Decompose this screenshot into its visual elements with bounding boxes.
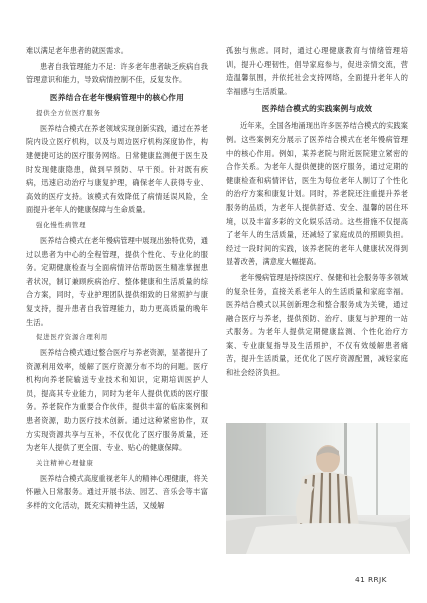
paragraph: 医养结合模式通过整合医疗与养老资源，显著提升了资源利用效率，缓解了医疗资源分布不均的问题。医疗机构向养老院输送专业技术和知识，定期培训医护人员，提高其专业能力，同时为老年人提供优质的医疗服务。养老院作为重要合作伙伴，提供丰富的临床案例和患者资源，助力医疗技术创新。通过这种紧密协作，双方实现资源共享与互补，不仅优化了医疗服务质量，还为老年人提供了更全面、专业、贴心的健康保障。 <box>26 348 208 453</box>
subsection-heading: 强化慢性病管理 <box>36 220 87 229</box>
subsection-heading: 提供全方位医疗服务 <box>36 108 101 117</box>
subsection-heading: 促进医疗资源合理利用 <box>36 333 108 342</box>
paragraph: 患者自我管理能力不足：许多老年患者缺乏疾病自我管理意识和能力，导致病情控制不佳，反复发作。 <box>26 61 208 85</box>
page-number: 41 RRJK <box>355 575 387 584</box>
paragraph: 老年慢病管理是持续医疗、保健和社会服务等多领域的复杂任务，直接关系老年人的生活质量和家庭幸福。医养结合模式以其创新理念和整合服务成为关键，通过融合医疗与养老，提供预防、治疗、康复与护理的一站式服务。为老年人提供定期健康监测、个性化治疗方案、专业康复指导及生活照护，不仅有效缓解患者痛苦，提升生活质量，还优化了医疗资源配置，减轻家庭和社会经济负担。 <box>226 272 408 378</box>
right-column <box>226 44 408 382</box>
paragraph: 孤独与焦虑。同时，通过心理健康教育与情绪管理培训，提升心理韧性，倡导家庭参与，促进亲情交流，营造温馨氛围，并依托社会支持网络，全面提升老年人的幸福感与生活质量。 <box>226 46 408 96</box>
elderly-patient-photo <box>226 423 410 554</box>
section-heading: 医养结合在老年慢病管理中的核心作用 <box>49 92 185 102</box>
paragraph: 医养结合模式在养老领域实现创新实践，通过在养老院内设立医疗机构，以及与周边医疗机构深度协作，构建便捷可达的医疗服务网络。日常健康监测便于医生及时发现健康隐患，做到早预防、早干预。针对既有疾病，迅速启动治疗与康复护理，确保老年人获得专业、高效的医疗支持。该模式有效降低了病情延误风险，全面提升老年人的健康保障与生命质量。 <box>26 123 208 215</box>
paragraph: 近年来，全国各地涌现出许多医养结合模式的实践案例。这些案例充分展示了医养结合模式在老年慢病管理中的核心作用。例如，某养老院与附近医院建立紧密的合作关系。为老年人提供便捷的医疗服务，通过定期的健康检查和病情评估，医生为每位老年人制订了个性化的治疗方案和康复计划。同时，养老院还注重提升养老服务的品质，为老年人提供舒适、安全、温馨的居住环境，以及丰富多彩的文化娱乐活动。这些措施不仅提高了老年人的生活质量，还减轻了家庭成员的照顾负担。经过一段时间的实践，该养老院的老年人健康状况得到显著改善，满意度大幅提高。 <box>226 121 408 267</box>
photo-illustration <box>226 423 410 554</box>
section-heading: 医养结合模式的实践案例与成效 <box>261 104 373 114</box>
paragraph: 医养结合模式高度重视老年人的精神心理健康，将关怀融入日常服务。通过开展书法、园艺、音乐会等丰富多样的文化活动，既充实精神生活，又缓解 <box>26 473 208 511</box>
left-column <box>26 44 208 515</box>
paragraph: 难以满足老年患者的就医需求。 <box>26 46 129 55</box>
subsection-heading: 关注精神心理健康 <box>36 458 94 467</box>
paragraph: 医养结合模式在老年慢病管理中展现出独特优势，通过以患者为中心的全程管理，提供个性化、专业化的服务。定期健康检查与全面病情评估帮助医生精准掌握患者状况，制订兼顾疾病治疗、整体健康和生活质量的综合方案，同时，专业护理团队提供细致的日常照护与康复支持，提升患者自我管理能力，助力更高质量的晚年生活。 <box>26 235 208 327</box>
